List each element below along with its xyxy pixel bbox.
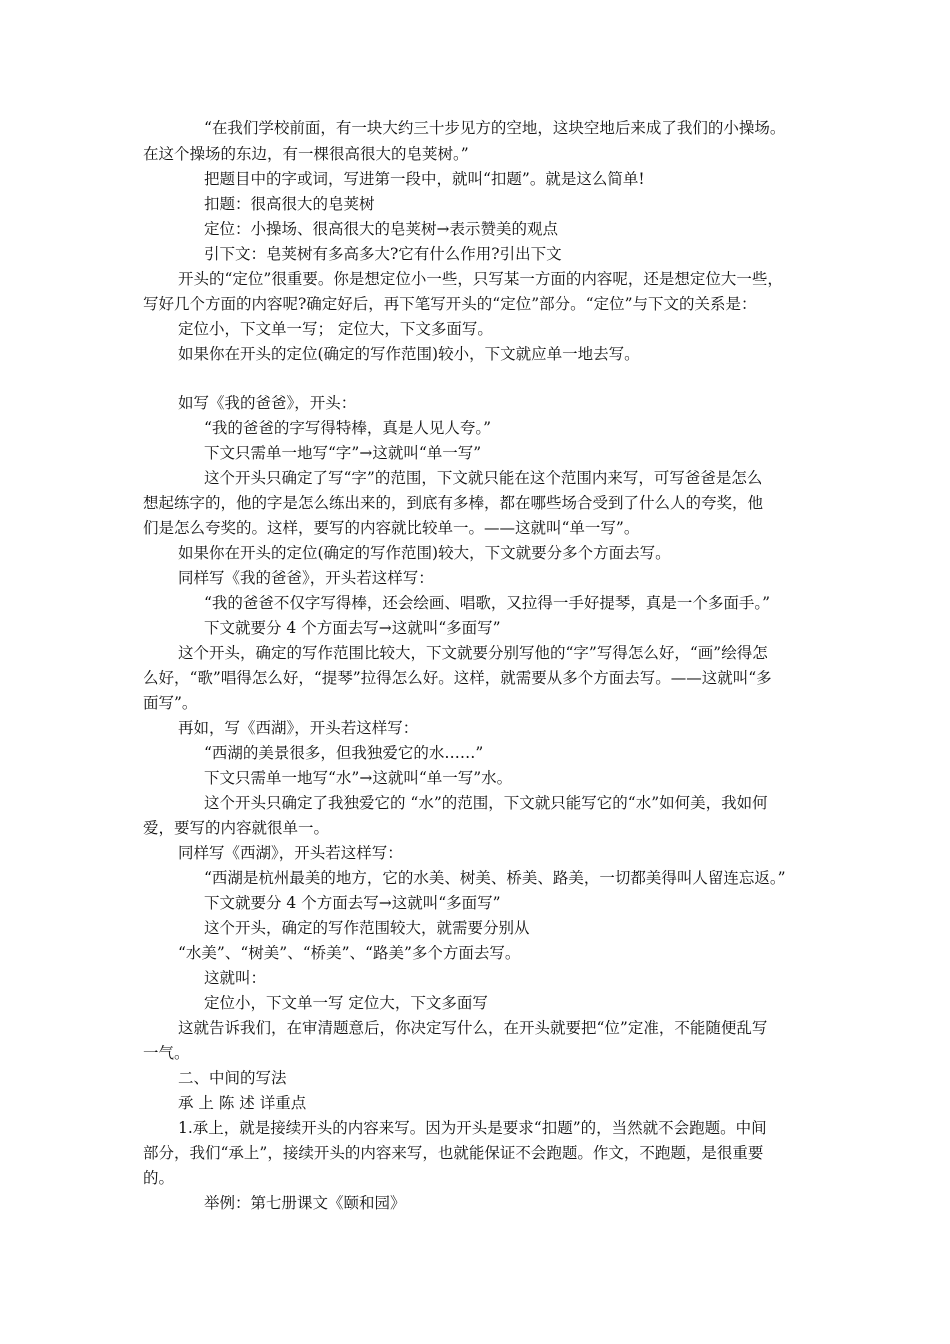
text-line: 同样写《我的爸爸》，开头若这样写： bbox=[178, 569, 434, 587]
text-line: 下文就要分 4 个方面去写→这就叫“多面写” bbox=[204, 619, 501, 637]
text-line: 如果你在开头的定位(确定的写作范围)较大，下文就要分多个方面去写。 bbox=[178, 544, 671, 562]
text-line: “在我们学校前面，有一块大约三十步见方的空地，这块空地后来成了我们的小操场。 bbox=[204, 119, 786, 137]
text-line: 写好几个方面的内容呢?确定好后，再下笔写开头的“定位”部分。“定位”与下文的关系是： bbox=[143, 295, 757, 313]
text-line: 这个开头只确定了我独爱它的 “水”的范围，下文就只能写它的“水”如何美，我如何 bbox=[204, 794, 768, 812]
text-line: “西湖是杭州最美的地方，它的水美、树美、桥美、路美，一切都美得叫人留连忘返。” bbox=[204, 869, 786, 887]
text-line: “我的爸爸不仅字写得棒，还会绘画、唱歌，又拉得一手好提琴，真是一个多面手。” bbox=[204, 594, 771, 612]
text-line: “水美”、“树美”、“桥美”、“路美”多个方面去写。 bbox=[178, 944, 521, 962]
text-line: 定位小，下文单一写 定位大，下文多面写 bbox=[204, 994, 488, 1012]
text-line: “我的爸爸的字写得特棒，真是人见人夸。” bbox=[204, 419, 492, 437]
text-line: 一气。 bbox=[143, 1044, 190, 1062]
text-line: 如果你在开头的定位(确定的写作范围)较小，下文就应单一地去写。 bbox=[178, 345, 640, 363]
text-line: 开头的“定位”很重要。你是想定位小一些，只写某一方面的内容呢，还是想定位大一些， bbox=[178, 270, 783, 288]
text-line: 爱，要写的内容就很单一。 bbox=[143, 819, 330, 837]
text-line: 如写《我的爸爸》，开头： bbox=[178, 394, 357, 412]
text-line: 引下文：皂荚树有多高多大?它有什么作用?引出下文 bbox=[204, 245, 562, 263]
text-line: 承 上 陈 述 详重点 bbox=[178, 1094, 307, 1112]
section-heading: 二、中间的写法 bbox=[178, 1069, 287, 1087]
text-line: 面写”。 bbox=[143, 694, 198, 712]
text-line: 扣题：很高很大的皂荚树 bbox=[204, 195, 375, 213]
text-line: 的。 bbox=[143, 1169, 175, 1187]
text-line: 下文只需单一地写“字”→这就叫“单一写” bbox=[204, 444, 482, 462]
text-line: 这个开头，确定的写作范围比较大，下文就要分别写他的“字”写得怎么好，“画”绘得怎 bbox=[178, 644, 768, 662]
text-line: 1.承上，就是接续开头的内容来写。因为开头是要求“扣题”的，当然就不会跑题。中间 bbox=[178, 1119, 767, 1137]
text-line: 们是怎么夸奖的。这样，要写的内容就比较单一。——这就叫“单一写”。 bbox=[143, 519, 640, 537]
text-line: 定位：小操场、很高很大的皂荚树→表示赞美的观点 bbox=[204, 220, 558, 238]
text-line: 想起练字的，他的字是怎么练出来的，到底有多棒，都在哪些场合受到了什么人的夸奖，他 bbox=[143, 494, 764, 512]
text-line: 同样写《西湖》，开头若这样写： bbox=[178, 844, 403, 862]
text-line: 举例：第七册课文《颐和园》 bbox=[204, 1194, 406, 1212]
text-line: 部分，我们“承上”，接续开头的内容来写，也就能保证不会跑题。作文，不跑题，是很重要 bbox=[143, 1144, 764, 1162]
text-line: 把题目中的字或词，写进第一段中，就叫“扣题”。就是这么简单! bbox=[204, 170, 645, 188]
text-line: 这就告诉我们，在审清题意后，你决定写什么，在开头就要把“位”定准，不能随便乱写 bbox=[178, 1019, 768, 1037]
text-line: 这就叫： bbox=[204, 969, 267, 987]
text-line: 下文只需单一地写“水”→这就叫“单一写”水。 bbox=[204, 769, 513, 787]
text-line: 这个开头，确定的写作范围较大，就需要分别从 bbox=[204, 919, 530, 937]
text-line: 么好，“歌”唱得怎么好，“提琴”拉得怎么好。这样，就需要从多个方面去写。——这就叫“多 bbox=[143, 669, 772, 687]
text-line: 下文就要分 4 个方面去写→这就叫“多面写” bbox=[204, 894, 501, 912]
text-line: 再如，写《西湖》，开头若这样写： bbox=[178, 719, 419, 737]
text-line: “西湖的美景很多，但我独爱它的水……” bbox=[204, 744, 484, 762]
text-line: 这个开头只确定了写“字”的范围，下文就只能在这个范围内来写，可写爸爸是怎么 bbox=[204, 469, 763, 487]
text-line: 在这个操场的东边，有一棵很高很大的皂荚树。” bbox=[143, 145, 469, 163]
text-line: 定位小，下文单一写； 定位大，下文多面写。 bbox=[178, 320, 493, 338]
